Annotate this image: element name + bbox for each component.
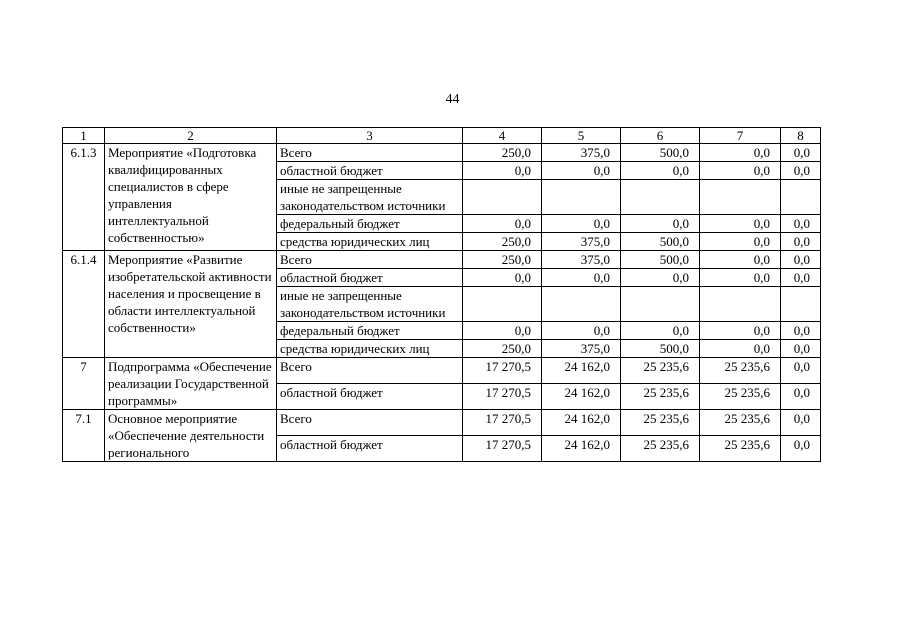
amount-cell: 24 162,0 [542,358,621,384]
amount-cell: 25 235,6 [700,410,781,436]
table-row [63,410,821,436]
amount-cell: 17 270,5 [463,410,542,436]
table-row [63,358,821,384]
amount-cell: 0,0 [621,215,700,233]
amount-cell: 0,0 [781,251,821,269]
amount-cell: 500,0 [621,251,700,269]
funding-source: областной бюджет [277,436,463,462]
amount-cell: 25 235,6 [621,384,700,410]
amount-cell: 0,0 [542,162,621,180]
funding-source: Всего [277,144,463,162]
amount-cell: 250,0 [463,251,542,269]
amount-cell: 375,0 [542,144,621,162]
amount-cell: 0,0 [781,215,821,233]
amount-cell: 0,0 [700,251,781,269]
amount-cell: 24 162,0 [542,410,621,436]
amount-cell [781,287,821,322]
amount-cell: 0,0 [542,322,621,340]
amount-cell [781,180,821,215]
budget-table [62,127,821,462]
item-name: Основное мероприятие «Обеспечение деятельности регионального [105,410,277,462]
amount-cell: 0,0 [700,340,781,358]
amount-cell: 0,0 [700,162,781,180]
funding-source: Всего [277,410,463,436]
amount-cell: 24 162,0 [542,384,621,410]
amount-cell: 0,0 [781,162,821,180]
amount-cell: 375,0 [542,340,621,358]
funding-source: иные не запрещенные законодательством источники [277,180,463,215]
table-row [63,144,821,162]
table-row [63,251,821,269]
item-name: Мероприятие «Развитие изобретательской активности населения и просвещение в области интеллектуальной собственности» [105,251,277,358]
funding-source: Всего [277,358,463,384]
amount-cell: 17 270,5 [463,358,542,384]
amount-cell: 0,0 [781,410,821,436]
item-code: 6.1.3 [63,144,105,251]
amount-cell: 0,0 [621,322,700,340]
amount-cell: 0,0 [781,269,821,287]
column-header-8: 8 [781,128,821,144]
header-row [63,128,821,144]
funding-source: средства юридических лиц [277,233,463,251]
amount-cell: 17 270,5 [463,384,542,410]
amount-cell: 25 235,6 [700,358,781,384]
amount-cell: 24 162,0 [542,436,621,462]
amount-cell: 0,0 [781,233,821,251]
amount-cell: 250,0 [463,233,542,251]
funding-source: областной бюджет [277,162,463,180]
column-header-5: 5 [542,128,621,144]
item-name: Подпрограмма «Обеспечение реализации Государственной программы» [105,358,277,410]
funding-source: иные не запрещенные законодательством источники [277,287,463,322]
amount-cell: 0,0 [463,322,542,340]
amount-cell [463,287,542,322]
amount-cell [621,287,700,322]
column-header-1: 1 [63,128,105,144]
column-header-2: 2 [105,128,277,144]
funding-source: областной бюджет [277,269,463,287]
amount-cell: 500,0 [621,340,700,358]
amount-cell: 25 235,6 [700,436,781,462]
amount-cell: 375,0 [542,233,621,251]
amount-cell: 0,0 [700,322,781,340]
amount-cell: 0,0 [542,269,621,287]
amount-cell: 0,0 [781,358,821,384]
amount-cell [700,180,781,215]
amount-cell: 0,0 [781,436,821,462]
amount-cell: 17 270,5 [463,436,542,462]
funding-source: областной бюджет [277,384,463,410]
funding-source: Всего [277,251,463,269]
amount-cell: 0,0 [700,144,781,162]
item-code: 6.1.4 [63,251,105,358]
amount-cell: 0,0 [463,162,542,180]
amount-cell: 0,0 [463,269,542,287]
item-name: Мероприятие «Подготовка квалифицированных специалистов в сфере управления интеллектуальной собственностью» [105,144,277,251]
amount-cell: 25 235,6 [621,410,700,436]
column-header-3: 3 [277,128,463,144]
funding-source: федеральный бюджет [277,322,463,340]
amount-cell: 0,0 [621,162,700,180]
page-number: 44 [445,92,460,107]
amount-cell: 250,0 [463,144,542,162]
amount-cell: 0,0 [621,269,700,287]
amount-cell: 0,0 [463,215,542,233]
amount-cell: 25 235,6 [621,358,700,384]
amount-cell: 0,0 [700,233,781,251]
column-header-4: 4 [463,128,542,144]
amount-cell: 375,0 [542,251,621,269]
amount-cell: 0,0 [781,340,821,358]
item-code: 7 [63,358,105,410]
item-code: 7.1 [63,410,105,462]
amount-cell: 0,0 [700,215,781,233]
amount-cell [463,180,542,215]
amount-cell: 25 235,6 [621,436,700,462]
amount-cell: 0,0 [781,144,821,162]
amount-cell: 500,0 [621,233,700,251]
amount-cell: 500,0 [621,144,700,162]
column-header-7: 7 [700,128,781,144]
amount-cell: 250,0 [463,340,542,358]
funding-source: средства юридических лиц [277,340,463,358]
amount-cell: 25 235,6 [700,384,781,410]
amount-cell: 0,0 [781,322,821,340]
amount-cell [542,287,621,322]
funding-source: федеральный бюджет [277,215,463,233]
amount-cell [700,287,781,322]
amount-cell [621,180,700,215]
amount-cell: 0,0 [700,269,781,287]
amount-cell [542,180,621,215]
amount-cell: 0,0 [542,215,621,233]
column-header-6: 6 [621,128,700,144]
amount-cell: 0,0 [781,384,821,410]
